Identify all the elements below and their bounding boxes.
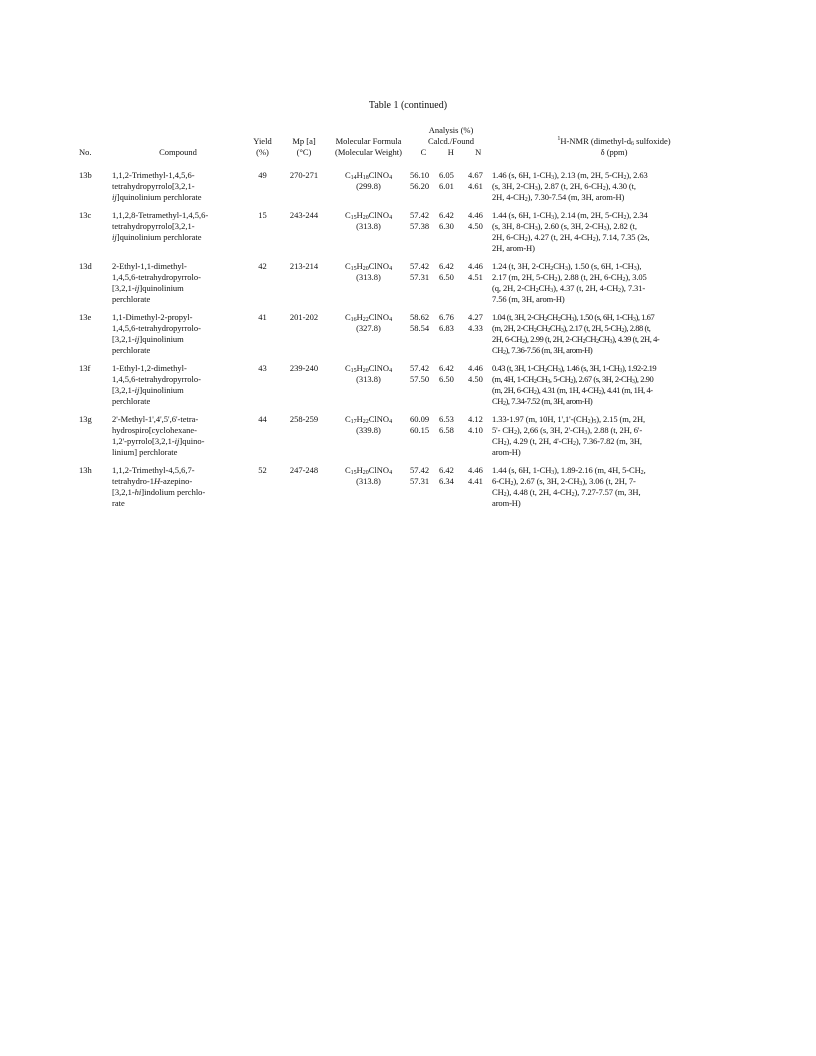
melting-point: 201-202 [289,312,319,322]
table-row [79,170,736,210]
nmr-data: 1.44 (s, 6H, $1-CH_3$), 2.14 (m, 2H, $5-CH_2$), 2.34 (s, 3H, $8-CH_3$), 2.60 (s, 3H, $2-CH_3$), 2.82 (t, 2H, $6-CH_2$), 4.27 (t, 2H, $4-CH_2$), 7.14, 7.35 (2s, 2H, arom-H) [492,210,650,253]
table-body [79,170,736,516]
compound-number: 13b [79,170,92,180]
analysis-h: 6.05 6.01 [439,170,454,191]
analysis-c: 56.10 56.20 [410,170,430,191]
melting-point: 213-214 [289,261,319,271]
analysis-h: 6.42 6.50 [439,363,454,384]
analysis-n: 4.46 4.50 [468,210,483,231]
analysis-n: 4.27 4.33 [468,312,483,333]
yield-value: 15 [258,210,267,220]
yield-value: 52 [258,465,267,475]
compound-name: 1-Ethyl-1,2-dimethyl- 1,4,5,6-tetrahydropyrrolo- [3,2,1-ij]quinolinium perchlorate [112,363,201,406]
nmr-data: 1.04 (t, 3H, $2-CH_2CH_2CH_3$), 1.50 (s, 6H, $1-CH_3$), 1.67 (m, 2H, $2-CH_2CH_2CH_3$), 2.17 (t, 2H, $5-CH_2$), 2.88 (t, 2H, $6-CH_2$), 2.99 (t, 2H, $2-CH_2CH_2CH_3$), 4.39 (t, 2H, 4- $CH_2$), 7.36-7.56 (m, 3H, arom-H) [492,312,660,356]
melting-point: 239-240 [289,363,319,373]
table-caption: Table 1 (continued) [368,100,448,111]
analysis-h: 6.42 6.34 [439,465,454,486]
col-formula-header: Molecular Formula (Molecular Weight) [335,136,402,157]
analysis-h: 6.53 6.58 [439,414,454,435]
analysis-n: 4.46 4.50 [468,363,483,384]
analysis-n: 4.67 4.61 [468,170,483,191]
analysis-c: 57.42 57.31 [410,261,430,282]
table-row [79,210,736,261]
compound-number: 13d [79,261,92,271]
molecular-formula: $C_{14}H_{18}ClNO_4$ (299.8) [344,170,393,191]
col-h-header: H [447,147,454,157]
compound-number: 13f [79,363,91,373]
col-no-header: No. [79,147,92,157]
col-nmr-header: $^1$H-NMR ($dimethyl-d_6$ sulfoxide) δ (ppm) [492,125,736,158]
analysis-c: 57.42 57.31 [410,465,430,486]
compound-name: 2-Ethyl-1,1-dimethyl- 1,4,5,6-tetrahydropyrrolo- [3,2,1-ij]quinolinium perchlorate [112,261,201,304]
analysis-h: 6.42 6.30 [439,210,454,231]
col-compound-header: Compound [159,147,197,157]
table-row [79,465,736,516]
analysis-n: 4.46 4.51 [468,261,483,282]
nmr-data: 1.33-1.97 (m, 10H, $1',1'-(CH_2)_5$), 2.15 (m, 2H, 5'- $CH_2$), 2,66 (s, 3H, $2'-CH_3$), 2.88 (t, 2H, 6'- $CH_2$), 4.29 (t, 2H, $4'-CH_2$), 7.36-7.82 (m, 3H, arom-H) [492,414,646,457]
analysis-h: 6.76 6.83 [439,312,454,333]
col-mp-header: Mp [a] (°C) [292,136,316,157]
yield-value: 49 [258,170,267,180]
table-row [79,261,736,312]
analysis-c: 60.09 60.15 [410,414,430,435]
compound-name: 1,1,2-Trimethyl-1,4,5,6- tetrahydropyrrolo[3,2,1- ij]quinolinium perchlorate [112,170,202,202]
molecular-formula: $C_{17}H_{22}ClNO_4$ (339.8) [344,414,393,435]
melting-point: 243-244 [289,210,319,220]
nmr-data: 1.24 (t, 3H, $2-CH_2CH_3$), 1.50 (s, 6H, $1-CH_3$), 2.17 (m, 2H, $5-CH_2$), 2.88 (t, 2H, $6-CH_2$), 3.05 (q, 2H, $2-CH_2CH_3$), 4.37 (t, 2H, $4-CH_2$), 7.31- 7.56 (m, 3H, arom-H) [492,261,647,304]
nmr-header-line-1: $^1$H-NMR ($dimethyl-d_6$ sulfoxide) [557,136,671,147]
col-n-header: N [475,147,482,157]
compound-number: 13e [79,312,92,322]
analysis-n: 4.46 4.41 [468,465,483,486]
compound-number: 13g [79,414,92,424]
analysis-c: 57.42 57.50 [410,363,430,384]
analysis-n: 4.12 4.10 [468,414,483,435]
melting-point: 247-248 [289,465,319,475]
table-row [79,414,736,465]
nmr-data: 1.46 (s, 6H, $1-CH_3$), 2.13 (m, 2H, $5-CH_2$), 2.63 (s, 3H, $2-CH_3$), 2.87 (t, 2H, $6-CH_2$), 4.30 (t, 2H, $4-CH_2$), 7.30-7.54 (m, 3H, arom-H) [492,170,648,203]
melting-point: 258-259 [289,414,319,424]
molecular-formula: $C_{15}H_{20}ClNO_4$ (313.8) [344,363,393,384]
compound-name: 2'-Methyl-1',4',5',6'-tetra- hydrospiro[cyclohexane- 1,2'-pyrrolo[3,2,1-ij]quino- linium] perchlorate [112,414,205,457]
melting-point: 270-271 [289,170,319,180]
col-analysis-header: Analysis (%) Calcd./Found C H N [420,125,482,157]
yield-value: 42 [258,261,267,271]
yield-value: 41 [258,312,267,322]
analysis-c: 58.62 58.54 [410,312,430,333]
col-yield-header: Yield (%) [253,136,272,157]
compound-name: 1,1,2-Trimethyl-4,5,6,7- tetrahydro-1H-azepino- [3,2,1-hi]indolium perchlo- rate [112,465,206,508]
molecular-formula: $C_{15}H_{20}ClNO_4$ (313.8) [344,210,393,231]
nmr-data: 0.43 (t, 3H, $1-CH_2CH_3$), 1.46 (s, 3H, $1-CH_3$), 1.92-2.19 (m, 4H, $1-CH_2CH_3$, $5-CH_2$), 2.67 (s, 3H, $2-CH_3$), 2.90 (m, 2H, $6-CH_2$), 4.31 (m, 1H, $4-CH_2$), 4.41 (m, 1H, 4- $CH_2$), 7.34-7.52 (m, 3H, arom-H) [492,363,657,407]
molecular-formula: $C_{16}H_{22}ClNO_4$ (327.8) [344,312,393,333]
table-row [79,363,736,414]
compound-name: 1,1-Dimethyl-2-propyl- 1,4,5,6-tetrahydropyrrolo- [3,2,1-ij]quinolinium perchlorate [112,312,201,355]
table-header [79,125,736,170]
analysis-h: 6.42 6.50 [439,261,454,282]
compound-name: 1,1,2,8-Tetramethyl-1,4,5,6- tetrahydropyrrolo[3,2,1- ij]quinolinium perchlorate [112,210,209,242]
compound-number: 13c [79,210,92,220]
col-c-header: C [420,147,427,157]
compound-table [79,125,736,516]
molecular-formula: $C_{15}H_{20}ClNO_4$ (313.8) [344,261,393,282]
molecular-formula: $C_{15}H_{20}ClNO_4$ (313.8) [344,465,393,486]
table-row [79,312,736,363]
nmr-data: 1.44 (s, 6H, $1-CH_3$), 1.89-2.16 (m, 4H, $5-CH_2$, $6-CH_2$), 2.67 (s, 3H, $2-CH_3$), 3.06 (t, 2H, 7- $CH_2$), 4.48 (t, 2H, $4-CH_2$), 7.27-7.57 (m, 3H, arom-H) [492,465,646,508]
analysis-c: 57.42 57.38 [410,210,430,231]
yield-value: 44 [258,414,267,424]
compound-number: 13h [79,465,92,475]
yield-value: 43 [258,363,267,373]
